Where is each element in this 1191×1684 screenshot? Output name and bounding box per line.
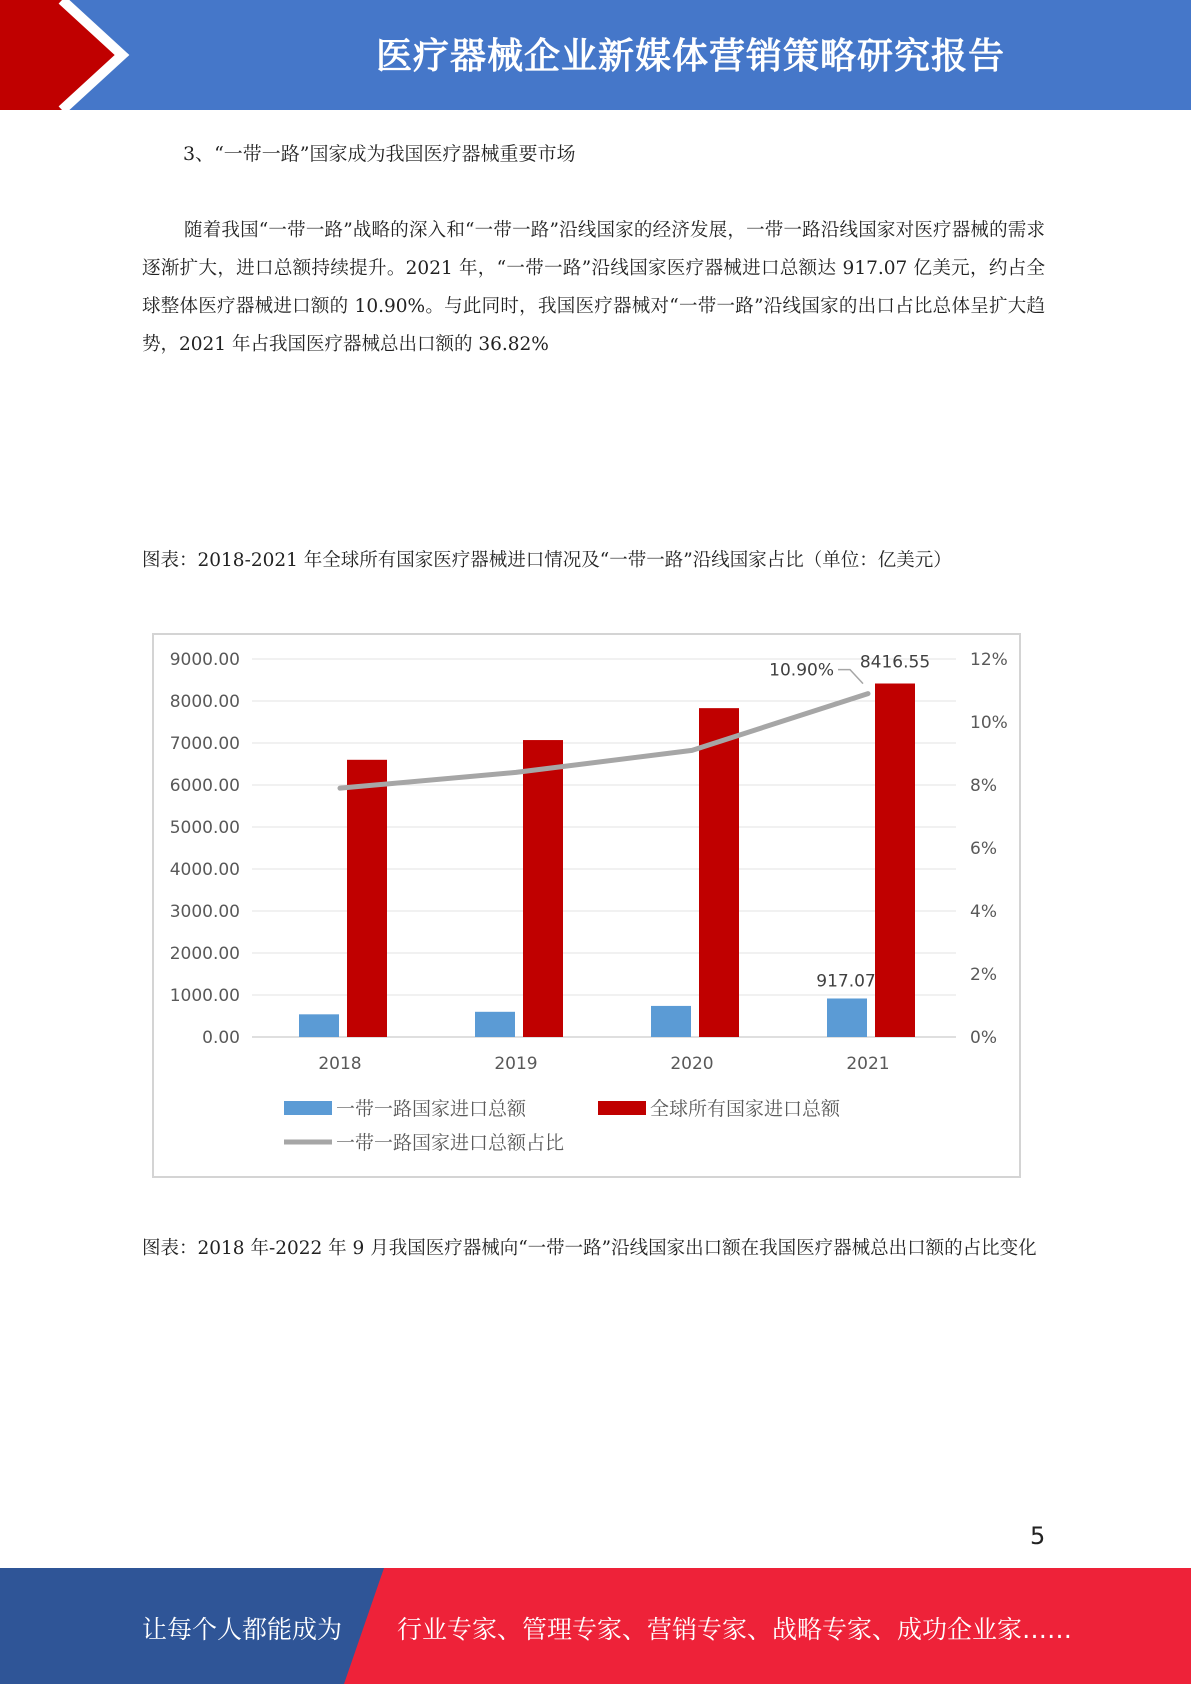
legend-swatch-global [598, 1101, 646, 1115]
legend-label-belt-road: 一带一路国家进口总额 [336, 1098, 527, 1120]
bar-belt-road [299, 1014, 339, 1037]
figure-caption-1: 图表：2018-2021 年全球所有国家医疗器械进口情况及“一带一路”沿线国家占比（单位：亿美元） [142, 550, 952, 571]
y-left-tick-label: 6000.00 [169, 776, 240, 796]
chart-canvas [154, 635, 1023, 1180]
x-tick-label: 2018 [318, 1054, 362, 1074]
footer-slogan-left: 让每个人都能成为 [142, 1615, 343, 1644]
footer-slogan-right: 行业专家、管理专家、营销专家、战略专家、成功企业家…… [397, 1615, 1073, 1644]
y-left-tick-label: 2000.00 [169, 944, 240, 964]
y-right-tick-label: 2% [970, 965, 997, 985]
line-belt-road-share [340, 694, 868, 789]
y-right-tick-label: 12% [970, 650, 1008, 670]
y-left-tick-label: 1000.00 [169, 986, 240, 1006]
data-label-global-2021: 8416.55 [859, 652, 931, 673]
y-left-tick-label: 0.00 [202, 1028, 240, 1048]
y-right-tick-label: 8% [970, 776, 997, 796]
page-number: 5 [1030, 1522, 1046, 1550]
x-tick-label: 2019 [494, 1054, 538, 1074]
bar-belt-road [827, 998, 867, 1037]
y-left-tick-label: 7000.00 [169, 734, 240, 754]
legend-label-global: 全球所有国家进口总额 [650, 1098, 841, 1120]
report-title: 医疗器械企业新媒体营销策略研究报告 [375, 36, 1005, 77]
x-tick-label: 2020 [670, 1054, 714, 1074]
y-left-tick-label: 4000.00 [169, 860, 240, 880]
data-label-belt-road-2021: 917.07 [816, 971, 876, 992]
bar-belt-road [651, 1006, 691, 1037]
bar-global-total [347, 760, 387, 1037]
bar-global-total [523, 740, 563, 1037]
header-chevron-decoration [0, 0, 160, 110]
section-heading: 3、“一带一路”国家成为我国医疗器械重要市场 [183, 143, 576, 165]
y-right-tick-label: 10% [970, 713, 1008, 733]
page-header [0, 0, 1191, 110]
y-left-tick-label: 3000.00 [169, 902, 240, 922]
bar-global-total [875, 684, 915, 1037]
import-chart [152, 633, 1021, 1178]
data-label-share-2021: 10.90% [769, 660, 834, 681]
legend-swatch-belt-road [284, 1101, 332, 1115]
y-left-tick-label: 8000.00 [169, 692, 240, 712]
y-right-tick-label: 4% [970, 902, 997, 922]
legend-label-share: 一带一路国家进口总额占比 [336, 1132, 565, 1154]
page-footer [0, 1568, 1191, 1684]
bar-belt-road [475, 1012, 515, 1037]
y-left-tick-label: 5000.00 [169, 818, 240, 838]
y-right-tick-label: 6% [970, 839, 997, 859]
y-left-tick-label: 9000.00 [169, 650, 240, 670]
bar-global-total [699, 708, 739, 1037]
figure-caption-2: 图表：2018 年-2022 年 9 月我国医疗器械向“一带一路”沿线国家出口额在我国医疗器械总出口额的占比变化 [142, 1238, 1037, 1259]
y-right-tick-label: 0% [970, 1028, 997, 1048]
x-tick-label: 2021 [846, 1054, 890, 1074]
body-paragraph: 随着我国“一带一路”战略的深入和“一带一路”沿线国家的经济发展，一带一路沿线国家对医疗器械的需求逐渐扩大，进口总额持续提升。2021 年，“一带一路”沿线国家医疗器械进口总额达 917.07 亿美元，约占全球整体医疗器械进口额的 10.90%。与此同时，我国医疗器械对“一带一路”沿线国家的出口占比总体呈扩大趋势，2021 年占我国医疗器械总出口额的 36.82% [142, 220, 1045, 355]
